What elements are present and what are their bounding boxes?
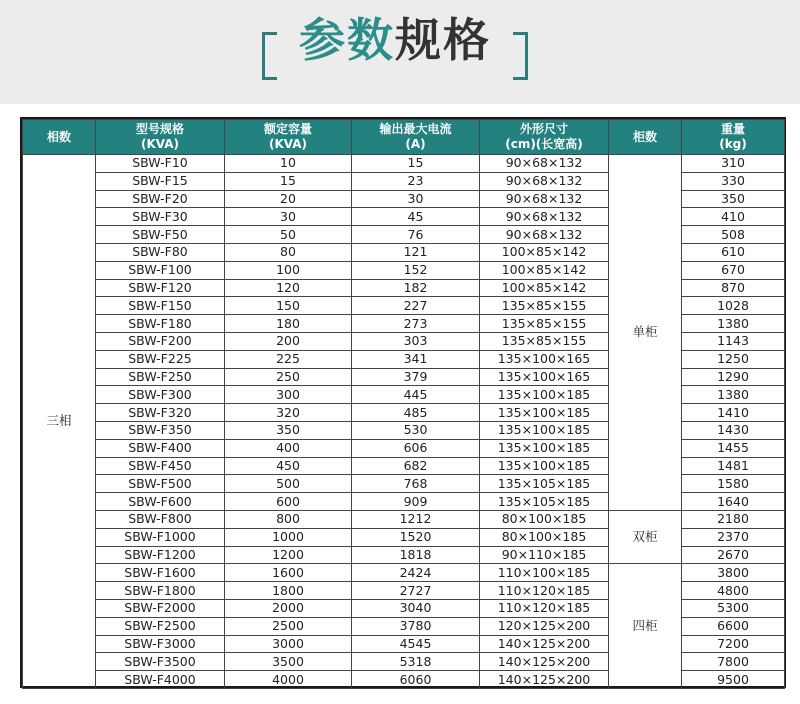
title-bracket-left xyxy=(262,32,277,80)
cell-current: 30 xyxy=(352,190,480,208)
cell-size: 80×100×185 xyxy=(480,528,609,546)
cell-size: 135×100×185 xyxy=(480,404,609,422)
cell-model: SBW-F10 xyxy=(96,155,225,173)
cell-current: 2424 xyxy=(352,564,480,582)
cell-capacity: 500 xyxy=(225,475,352,493)
cell-current: 606 xyxy=(352,439,480,457)
cell-capacity: 180 xyxy=(225,315,352,333)
cell-capacity: 250 xyxy=(225,368,352,386)
cell-current: 15 xyxy=(352,155,480,173)
page-title-accent: 参数 xyxy=(299,13,395,67)
header-capacity: 额定容量 (KVA) xyxy=(225,120,352,155)
cell-capacity: 2000 xyxy=(225,599,352,617)
cell-capacity: 200 xyxy=(225,332,352,350)
cell-current: 152 xyxy=(352,261,480,279)
header-cabinet: 柜数 xyxy=(609,120,682,155)
cell-capacity: 30 xyxy=(225,208,352,226)
cell-weight: 410 xyxy=(682,208,785,226)
cell-size: 90×68×132 xyxy=(480,190,609,208)
cell-weight: 6600 xyxy=(682,617,785,635)
cell-capacity: 50 xyxy=(225,226,352,244)
cell-cabinet: 双柜 xyxy=(609,510,682,563)
cell-model: SBW-F2000 xyxy=(96,599,225,617)
title-bracket-right xyxy=(513,32,528,80)
cell-current: 23 xyxy=(352,172,480,190)
cell-size: 100×85×142 xyxy=(480,261,609,279)
cell-size: 135×100×185 xyxy=(480,457,609,475)
cell-weight: 1380 xyxy=(682,315,785,333)
header-size: 外形尺寸 (cm)(长宽高) xyxy=(480,120,609,155)
cell-capacity: 600 xyxy=(225,493,352,511)
cell-weight: 2180 xyxy=(682,510,785,528)
cell-capacity: 100 xyxy=(225,261,352,279)
cell-capacity: 450 xyxy=(225,457,352,475)
cell-model: SBW-F300 xyxy=(96,386,225,404)
cell-capacity: 225 xyxy=(225,350,352,368)
cell-size: 135×105×185 xyxy=(480,493,609,511)
page-title xyxy=(284,10,506,70)
cell-model: SBW-F350 xyxy=(96,421,225,439)
cell-current: 182 xyxy=(352,279,480,297)
cell-weight: 3800 xyxy=(682,564,785,582)
cell-current: 909 xyxy=(352,493,480,511)
cell-model: SBW-F2500 xyxy=(96,617,225,635)
cell-model: SBW-F200 xyxy=(96,332,225,350)
cell-model: SBW-F150 xyxy=(96,297,225,315)
cell-weight: 1410 xyxy=(682,404,785,422)
cell-capacity: 150 xyxy=(225,297,352,315)
cell-size: 135×85×155 xyxy=(480,332,609,350)
cell-weight: 1640 xyxy=(682,493,785,511)
cell-current: 5318 xyxy=(352,653,480,671)
cell-current: 379 xyxy=(352,368,480,386)
cell-capacity: 350 xyxy=(225,421,352,439)
cell-current: 3040 xyxy=(352,599,480,617)
cell-capacity: 1000 xyxy=(225,528,352,546)
cell-weight: 310 xyxy=(682,155,785,173)
cell-weight: 5300 xyxy=(682,599,785,617)
cell-model: SBW-F600 xyxy=(96,493,225,511)
cell-size: 100×85×142 xyxy=(480,279,609,297)
table-row xyxy=(23,510,785,528)
cell-size: 135×100×165 xyxy=(480,350,609,368)
cell-capacity: 320 xyxy=(225,404,352,422)
cell-size: 140×125×200 xyxy=(480,671,609,689)
cell-model: SBW-F15 xyxy=(96,172,225,190)
cell-current: 530 xyxy=(352,421,480,439)
cell-capacity: 120 xyxy=(225,279,352,297)
cell-size: 110×100×185 xyxy=(480,564,609,582)
cell-size: 90×68×132 xyxy=(480,208,609,226)
cell-weight: 330 xyxy=(682,172,785,190)
cell-capacity: 3000 xyxy=(225,635,352,653)
cell-capacity: 1200 xyxy=(225,546,352,564)
cell-current: 2727 xyxy=(352,582,480,600)
page-title-rest: 规格 xyxy=(395,13,491,67)
cell-model: SBW-F500 xyxy=(96,475,225,493)
cell-size: 90×68×132 xyxy=(480,155,609,173)
cell-size: 100×85×142 xyxy=(480,243,609,261)
header-current: 输出最大电流 (A) xyxy=(352,120,480,155)
cell-current: 445 xyxy=(352,386,480,404)
cell-capacity: 300 xyxy=(225,386,352,404)
cell-model: SBW-F3000 xyxy=(96,635,225,653)
cell-current: 682 xyxy=(352,457,480,475)
cell-weight: 1580 xyxy=(682,475,785,493)
cell-capacity: 3500 xyxy=(225,653,352,671)
cell-weight: 1143 xyxy=(682,332,785,350)
cell-model: SBW-F1200 xyxy=(96,546,225,564)
header-phase: 相数 xyxy=(23,120,96,155)
table-header-row xyxy=(23,120,785,155)
cell-weight: 2370 xyxy=(682,528,785,546)
cell-model: SBW-F250 xyxy=(96,368,225,386)
cell-cabinet: 单柜 xyxy=(609,155,682,511)
cell-capacity: 2500 xyxy=(225,617,352,635)
cell-current: 273 xyxy=(352,315,480,333)
cell-size: 110×120×185 xyxy=(480,599,609,617)
cell-weight: 1250 xyxy=(682,350,785,368)
cell-capacity: 1800 xyxy=(225,582,352,600)
cell-size: 135×100×185 xyxy=(480,439,609,457)
spec-table xyxy=(22,119,785,689)
cell-model: SBW-F120 xyxy=(96,279,225,297)
cell-size: 140×125×200 xyxy=(480,653,609,671)
cell-current: 121 xyxy=(352,243,480,261)
cell-current: 1212 xyxy=(352,510,480,528)
cell-current: 485 xyxy=(352,404,480,422)
cell-current: 768 xyxy=(352,475,480,493)
cell-weight: 7800 xyxy=(682,653,785,671)
cell-current: 1520 xyxy=(352,528,480,546)
cell-current: 45 xyxy=(352,208,480,226)
table-body xyxy=(23,155,785,689)
cell-model: SBW-F30 xyxy=(96,208,225,226)
cell-model: SBW-F400 xyxy=(96,439,225,457)
cell-size: 140×125×200 xyxy=(480,635,609,653)
cell-current: 76 xyxy=(352,226,480,244)
cell-weight: 9500 xyxy=(682,671,785,689)
cell-weight: 4800 xyxy=(682,582,785,600)
cell-weight: 2670 xyxy=(682,546,785,564)
cell-capacity: 15 xyxy=(225,172,352,190)
cell-current: 1818 xyxy=(352,546,480,564)
cell-model: SBW-F20 xyxy=(96,190,225,208)
cell-size: 135×85×155 xyxy=(480,297,609,315)
cell-weight: 1290 xyxy=(682,368,785,386)
cell-size: 135×100×185 xyxy=(480,421,609,439)
cell-current: 3780 xyxy=(352,617,480,635)
cell-model: SBW-F3500 xyxy=(96,653,225,671)
cell-current: 227 xyxy=(352,297,480,315)
cell-model: SBW-F50 xyxy=(96,226,225,244)
table-row xyxy=(23,155,785,173)
cell-capacity: 800 xyxy=(225,510,352,528)
table-row xyxy=(23,564,785,582)
cell-capacity: 20 xyxy=(225,190,352,208)
cell-model: SBW-F320 xyxy=(96,404,225,422)
cell-phase: 三相 xyxy=(23,155,96,689)
title-frame xyxy=(262,13,528,76)
cell-weight: 1430 xyxy=(682,421,785,439)
cell-model: SBW-F800 xyxy=(96,510,225,528)
cell-weight: 1455 xyxy=(682,439,785,457)
cell-model: SBW-F180 xyxy=(96,315,225,333)
header-weight: 重量 (kg) xyxy=(682,120,785,155)
title-banner xyxy=(0,0,800,104)
cell-model: SBW-F1600 xyxy=(96,564,225,582)
cell-weight: 7200 xyxy=(682,635,785,653)
cell-size: 90×68×132 xyxy=(480,172,609,190)
cell-weight: 870 xyxy=(682,279,785,297)
cell-size: 90×110×185 xyxy=(480,546,609,564)
cell-model: SBW-F450 xyxy=(96,457,225,475)
cell-weight: 1028 xyxy=(682,297,785,315)
cell-weight: 508 xyxy=(682,226,785,244)
cell-cabinet: 四柜 xyxy=(609,564,682,689)
cell-weight: 350 xyxy=(682,190,785,208)
cell-current: 6060 xyxy=(352,671,480,689)
cell-model: SBW-F80 xyxy=(96,243,225,261)
cell-size: 135×100×165 xyxy=(480,368,609,386)
cell-model: SBW-F4000 xyxy=(96,671,225,689)
cell-size: 135×85×155 xyxy=(480,315,609,333)
cell-weight: 1481 xyxy=(682,457,785,475)
cell-capacity: 400 xyxy=(225,439,352,457)
cell-size: 135×105×185 xyxy=(480,475,609,493)
cell-weight: 610 xyxy=(682,243,785,261)
cell-model: SBW-F1800 xyxy=(96,582,225,600)
cell-current: 303 xyxy=(352,332,480,350)
header-model: 型号规格 (KVA) xyxy=(96,120,225,155)
cell-size: 80×100×185 xyxy=(480,510,609,528)
cell-size: 90×68×132 xyxy=(480,226,609,244)
cell-capacity: 10 xyxy=(225,155,352,173)
spec-table-frame xyxy=(20,117,786,688)
cell-model: SBW-F1000 xyxy=(96,528,225,546)
cell-capacity: 1600 xyxy=(225,564,352,582)
cell-capacity: 4000 xyxy=(225,671,352,689)
cell-weight: 670 xyxy=(682,261,785,279)
cell-model: SBW-F225 xyxy=(96,350,225,368)
cell-size: 110×120×185 xyxy=(480,582,609,600)
cell-size: 120×125×200 xyxy=(480,617,609,635)
cell-current: 4545 xyxy=(352,635,480,653)
cell-current: 341 xyxy=(352,350,480,368)
cell-model: SBW-F100 xyxy=(96,261,225,279)
cell-weight: 1380 xyxy=(682,386,785,404)
cell-capacity: 80 xyxy=(225,243,352,261)
cell-size: 135×100×185 xyxy=(480,386,609,404)
